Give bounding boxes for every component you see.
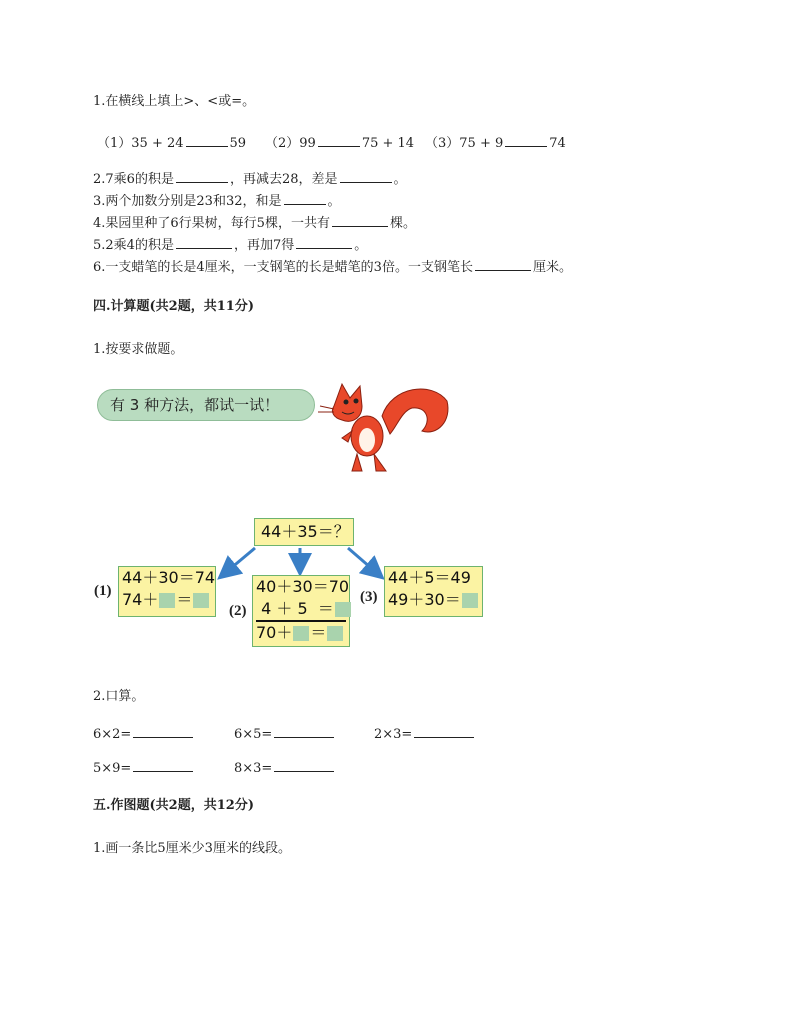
- answer-blank[interactable]: [274, 724, 334, 738]
- speech-bubble: [97, 389, 315, 421]
- answer-box[interactable]: [335, 602, 351, 617]
- oral-item: [93, 758, 195, 778]
- section-4-heading: 四.计算题(共2题，共11分): [93, 299, 254, 314]
- oral-expr: 8×3=: [234, 761, 273, 776]
- q1-item-1: [97, 133, 246, 153]
- arrow-right: [348, 548, 378, 574]
- line-text: 74＋: [122, 590, 159, 609]
- method-1-box: [118, 566, 216, 617]
- item-expr: 99: [299, 136, 316, 151]
- q4-text: 棵。: [389, 216, 416, 231]
- answer-blank[interactable]: [296, 235, 352, 249]
- q5-text: 5.2乘4的积是: [93, 238, 174, 253]
- method-3-label: (3): [360, 589, 378, 605]
- method-2-line-3: [253, 622, 349, 644]
- section-4-q1-title: 1.按要求做题。: [93, 342, 184, 357]
- method-1-line-1: 44＋30＝74: [122, 568, 216, 587]
- method-2-label: (2): [229, 603, 247, 619]
- q5: [93, 235, 367, 255]
- top-equation-box: [254, 518, 354, 546]
- answer-blank[interactable]: [133, 758, 193, 772]
- method-3-box: [384, 566, 483, 617]
- answer-blank[interactable]: [475, 257, 531, 271]
- item-number: （2）: [265, 136, 300, 151]
- method-2-line-1: 40＋30＝70: [256, 577, 350, 596]
- oral-expr: 2×3=: [374, 727, 413, 742]
- q2: [93, 169, 407, 189]
- oral-title: 2.口算。: [93, 689, 145, 704]
- section-5-q1-title: 1.画一条比5厘米少3厘米的线段。: [93, 841, 291, 856]
- oral-expr: 6×5=: [234, 727, 273, 742]
- q3: [93, 191, 341, 211]
- q4-text: 4.果园里种了6行果树，每行5棵，一共有: [93, 216, 330, 231]
- arrow-left: [224, 548, 255, 574]
- oral-item: [234, 758, 336, 778]
- fox-illustration: [312, 376, 452, 476]
- item-number: （1）: [97, 136, 132, 151]
- q6-text: 厘米。: [532, 260, 572, 275]
- answer-blank[interactable]: [274, 758, 334, 772]
- q5-text: 。: [354, 238, 368, 253]
- answer-box[interactable]: [193, 593, 209, 608]
- oral-item: [374, 724, 476, 744]
- answer-blank[interactable]: [176, 169, 228, 183]
- top-equation: 44＋35＝？: [261, 522, 350, 541]
- q1-item-3: [425, 133, 566, 153]
- answer-box[interactable]: [462, 593, 478, 608]
- answer-blank[interactable]: [133, 724, 193, 738]
- answer-blank[interactable]: [284, 191, 326, 205]
- answer-box[interactable]: [159, 593, 175, 608]
- line-text: 4 ＋ 5 ＝: [256, 599, 334, 618]
- q6: [93, 257, 572, 277]
- method-3-line-1: 44＋5＝49: [388, 568, 471, 587]
- oral-item: [234, 724, 336, 744]
- answer-blank[interactable]: [186, 133, 228, 147]
- q1-item-2: [265, 133, 414, 153]
- method-2-box: [252, 575, 350, 647]
- speech-text: 有 3 种方法，都试一试！: [110, 396, 280, 414]
- q2-text: 。: [393, 172, 407, 187]
- item-rhs: 74: [549, 136, 566, 151]
- q4: [93, 213, 416, 233]
- item-expr: 35 + 24: [131, 136, 184, 151]
- answer-blank[interactable]: [318, 133, 360, 147]
- answer-blank[interactable]: [176, 235, 232, 249]
- q3-text: 3.两个加数分别是23和32，和是: [93, 194, 282, 209]
- method-3-line-2: [385, 589, 482, 611]
- line-text: ＝: [176, 590, 193, 609]
- section-5-heading: 五.作图题(共2题，共12分): [93, 798, 254, 813]
- method-1-line-2: [119, 589, 215, 611]
- line-text: 49＋30＝: [388, 590, 461, 609]
- item-number: （3）: [425, 136, 460, 151]
- oral-expr: 6×2=: [93, 727, 132, 742]
- answer-box[interactable]: [293, 626, 309, 641]
- q3-text: 。: [327, 194, 341, 209]
- answer-blank[interactable]: [414, 724, 474, 738]
- method-1-label: (1): [94, 583, 112, 599]
- item-expr: 75 + 9: [459, 136, 504, 151]
- answer-blank[interactable]: [332, 213, 388, 227]
- q1-title: 1.在横线上填上>、<或=。: [93, 94, 256, 109]
- item-rhs: 75 + 14: [361, 136, 415, 151]
- oral-item: [93, 724, 195, 744]
- item-rhs: 59: [229, 136, 247, 151]
- q2-text: ，再减去28，差是: [229, 172, 338, 187]
- method-2-line-2: [253, 598, 349, 620]
- answer-blank[interactable]: [340, 169, 392, 183]
- line-text: ＝: [310, 623, 327, 642]
- q2-text: 2.7乘6的积是: [93, 172, 174, 187]
- q5-text: ，再加7得: [233, 238, 295, 253]
- answer-box[interactable]: [327, 626, 343, 641]
- q6-text: 6.一支蜡笔的长是4厘米，一支钢笔的长是蜡笔的3倍。一支钢笔长: [93, 260, 473, 275]
- answer-blank[interactable]: [505, 133, 547, 147]
- oral-expr: 5×9=: [93, 761, 132, 776]
- line-text: 70＋: [256, 623, 293, 642]
